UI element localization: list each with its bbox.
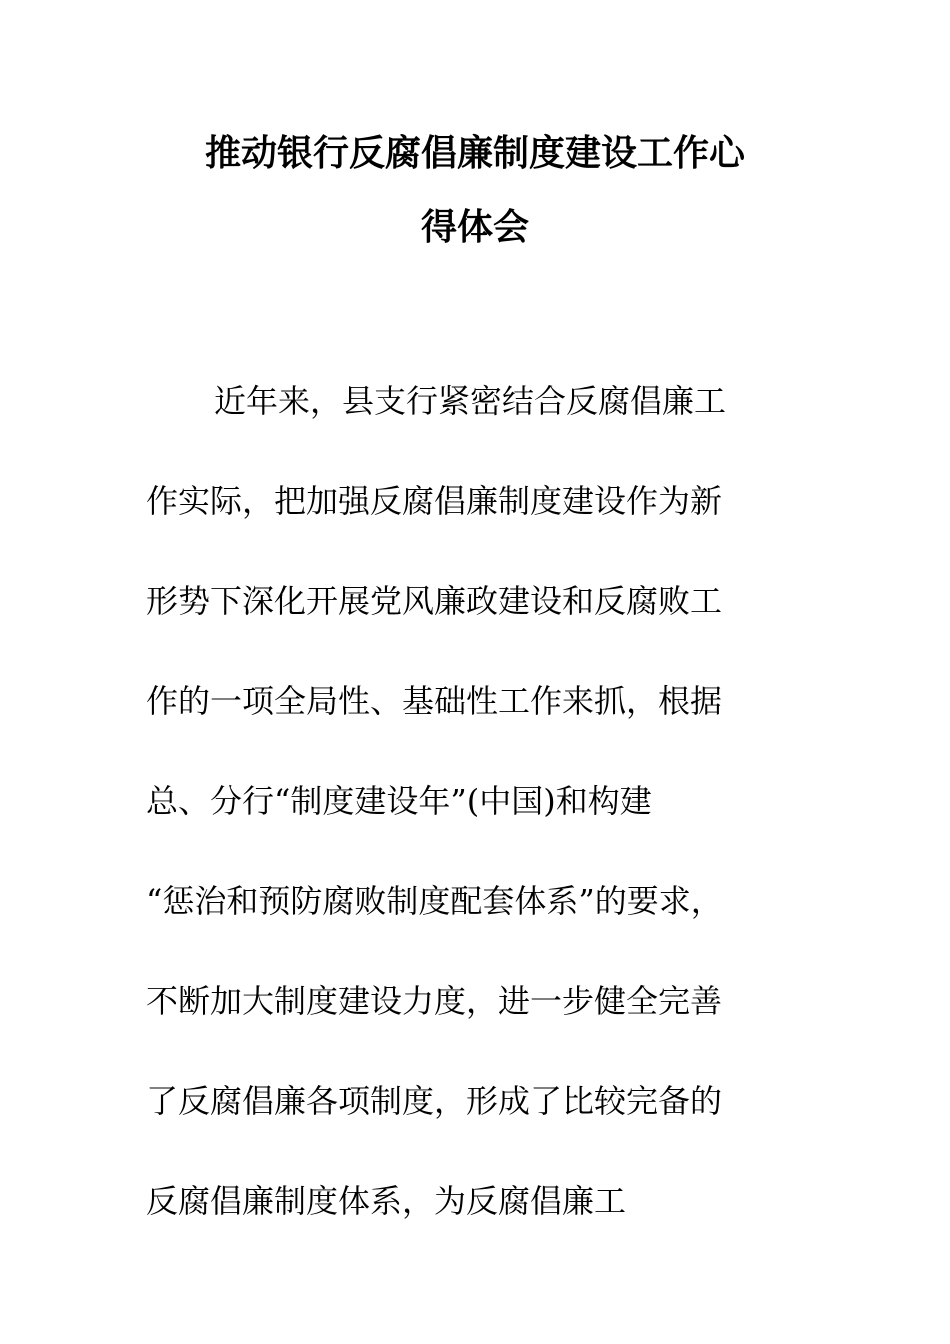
paragraph-line: 近年来，县支行紧密结合反腐倡廉工: [214, 382, 727, 420]
paragraph-line: 作的一项全局性、基础性工作来抓，根据: [146, 682, 723, 720]
paragraph-line: “惩治和预防腐败制度配套体系”的要求，: [146, 882, 723, 920]
document-title-line-1: 推动银行反腐倡廉制度建设工作心: [204, 133, 745, 174]
paragraph-line: 形势下深化开展党风廉政建设和反腐败工: [146, 582, 723, 620]
paragraph-line: 总、分行“制度建设年”(中国)和构建: [146, 782, 652, 820]
paragraph-line: 不断加大制度建设力度，进一步健全完善: [146, 982, 723, 1020]
document-title-line-2: 得体会: [420, 207, 529, 248]
paragraph-line: 作实际，把加强反腐倡廉制度建设作为新: [146, 482, 723, 520]
paragraph-line: 了反腐倡廉各项制度，形成了比较完备的: [146, 1082, 723, 1120]
paragraph-line: 反腐倡廉制度体系，为反腐倡廉工: [146, 1182, 627, 1220]
